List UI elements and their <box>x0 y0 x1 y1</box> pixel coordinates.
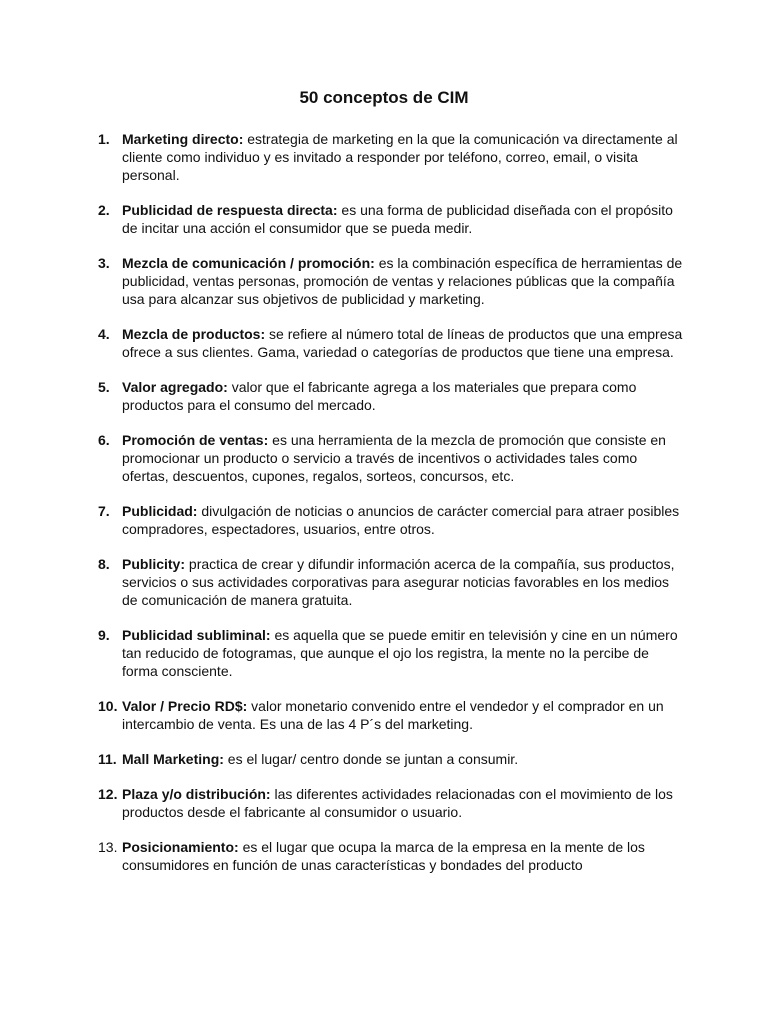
concept-definition: valor monetario convenido entre el vendedor y el comprador en un intercambio de venta. Es una de las 4 P´s del marketing. <box>122 698 664 732</box>
concept-term: Valor agregado: <box>122 379 228 395</box>
concept-term: Valor / Precio RD$: <box>122 698 248 714</box>
item-number: 5. <box>98 379 110 395</box>
concept-term: Promoción de ventas: <box>122 432 269 448</box>
list-item <box>96 502 686 538</box>
concept-definition: valor que el fabricante agrega a los materiales que prepara como productos para el consumo del mercado. <box>122 379 637 413</box>
item-number: 2. <box>98 202 110 218</box>
list-item <box>96 555 686 609</box>
concept-definition: es el lugar que ocupa la marca de la empresa en la mente de los consumidores en función de unas características y bondades del producto <box>122 839 645 873</box>
concept-term: Marketing directo: <box>122 131 244 147</box>
concept-term: Mall Marketing: <box>122 751 224 767</box>
item-number: 7. <box>98 503 110 519</box>
concept-definition: las diferentes actividades relacionadas con el movimiento de los productos desde el fabricante al consumidor o usuario. <box>122 786 673 820</box>
item-number: 6. <box>98 432 110 448</box>
item-number: 11. <box>98 751 117 767</box>
concept-definition: es el lugar/ centro donde se juntan a consumir. <box>223 751 519 767</box>
list-item <box>96 325 686 361</box>
item-number: 13. <box>98 839 118 855</box>
concept-definition: practica de crear y difundir información acerca de la compañía, sus productos, servicios o sus actividades corporativas para asegurar noticias favorables en los medios de comunicación de manera gratuita. <box>122 556 675 608</box>
item-number: 10. <box>98 698 118 714</box>
concept-definition: es la combinación específica de herramientas de publicidad, ventas personas, promoción de ventas y relaciones públicas que la compañía usa para alcanzar sus objetivos de publicidad y marketing. <box>122 255 683 307</box>
item-number: 9. <box>98 627 110 643</box>
list-item <box>96 750 686 768</box>
item-number: 12. <box>98 786 118 802</box>
page-title: 50 conceptos de CIM <box>299 88 469 107</box>
item-number: 3. <box>98 255 110 271</box>
item-number: 8. <box>98 556 110 572</box>
item-number: 4. <box>98 326 110 342</box>
concept-term: Publicidad de respuesta directa: <box>122 202 338 218</box>
concept-list <box>96 130 686 891</box>
concept-term: Publicity: <box>122 556 186 572</box>
concept-definition: es una herramienta de la mezcla de promoción que consiste en promocionar un producto o servicio a través de incentivos o actividades tales como ofertas, descuentos, cupones, regalos, sorteos, concursos, etc. <box>122 432 666 484</box>
concept-definition: se refiere al número total de líneas de productos que una empresa ofrece a sus clientes. Gama, variedad o categorías de productos que tiene una empresa. <box>122 326 683 360</box>
concept-term: Posicionamiento: <box>122 839 239 855</box>
concept-definition: divulgación de noticias o anuncios de carácter comercial para atraer posibles compradores, espectadores, usuarios, entre otros. <box>122 503 680 537</box>
concept-term: Publicidad: <box>122 503 198 519</box>
concept-term: Mezcla de productos: <box>122 326 266 342</box>
list-item <box>96 697 686 733</box>
list-item <box>96 130 686 184</box>
concept-definition: estrategia de marketing en la que la comunicación va directamente al cliente como individuo y es invitado a responder por teléfono, correo, email, o visita personal. <box>122 131 678 183</box>
list-item <box>96 785 686 821</box>
concept-term: Mezcla de comunicación / promoción: <box>122 255 375 271</box>
concept-term: Publicidad subliminal: <box>122 627 271 643</box>
list-item <box>96 431 686 485</box>
concept-term: Plaza y/o distribución: <box>122 786 271 802</box>
list-item <box>96 626 686 680</box>
item-number: 1. <box>98 131 110 147</box>
list-item <box>96 838 686 874</box>
list-item <box>96 201 686 237</box>
concept-definition: es aquella que se puede emitir en televisión y cine en un número tan reducido de fotogramas, que aunque el ojo los registra, la mente no la percibe de forma consciente. <box>122 627 678 679</box>
list-item <box>96 378 686 414</box>
concept-definition: es una forma de publicidad diseñada con el propósito de incitar una acción el consumidor que se pueda medir. <box>122 202 673 236</box>
list-item <box>96 254 686 308</box>
